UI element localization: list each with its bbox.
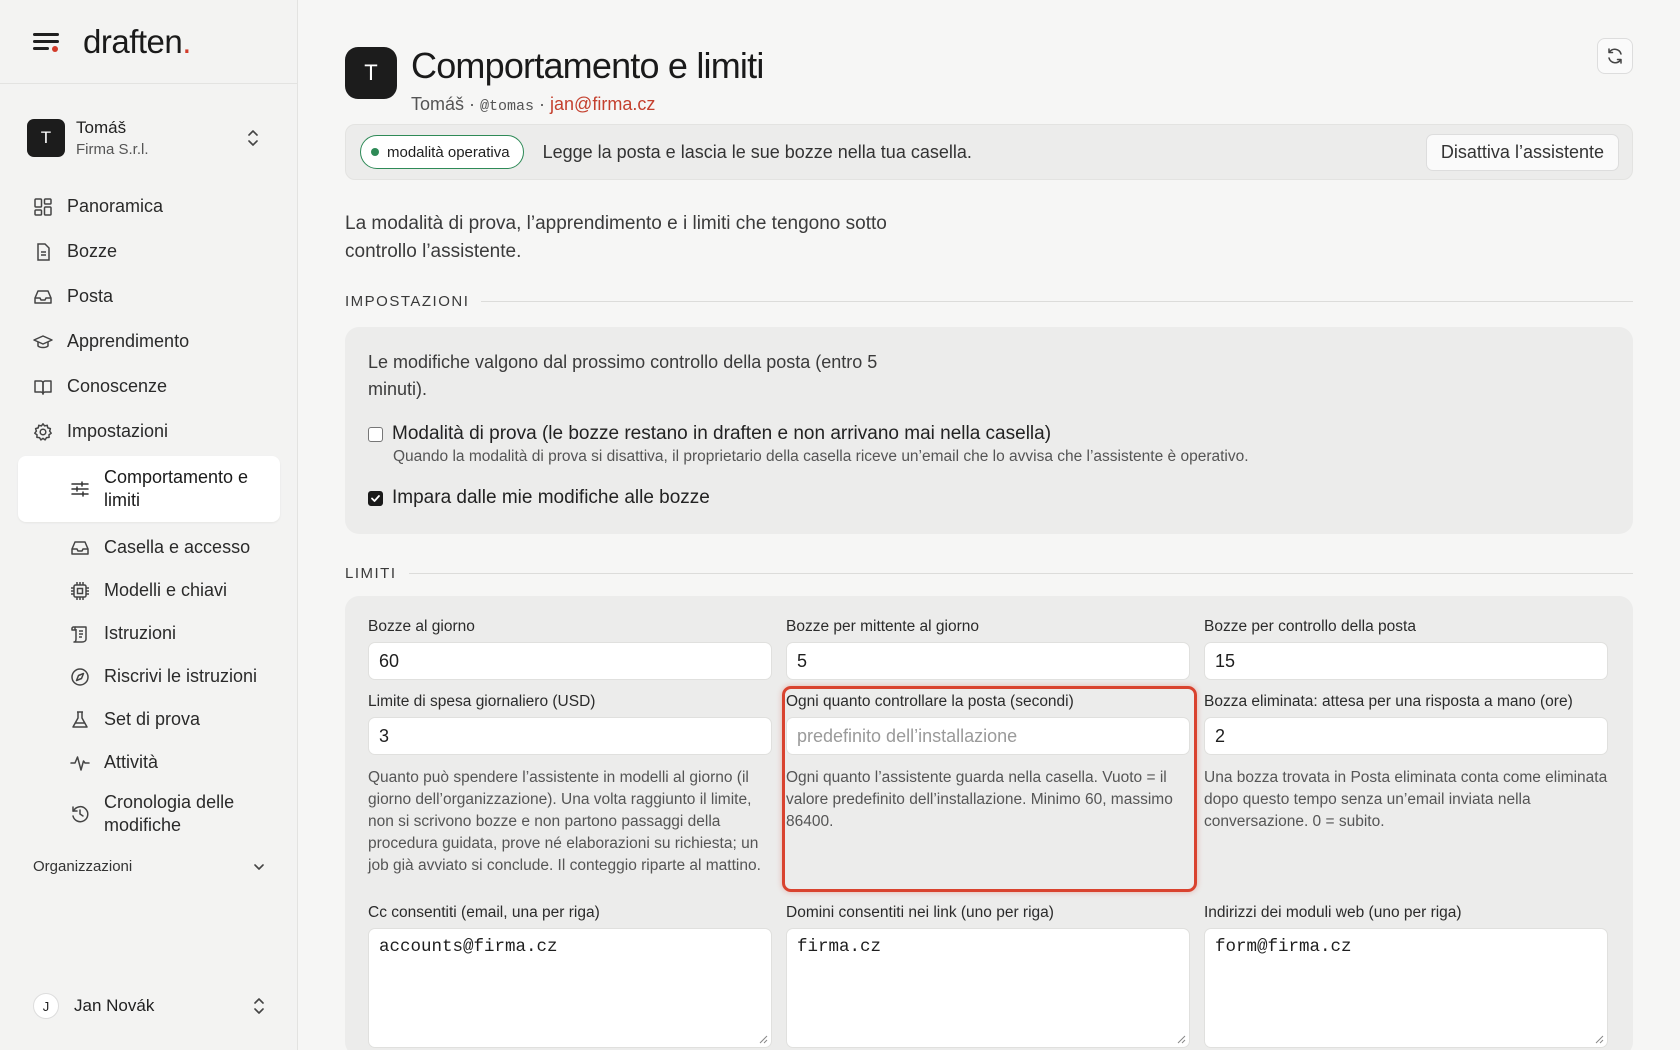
poll-interval-field: Ogni quanto controllare la posta (secondi) predefinito dell’installazione Ogni quanto l’assistente guarda nella casella. Vuoto = il valore predefinito dell’installazione. Minimo 60, massimo 86400. (786, 693, 1190, 833)
page-subtitle: Tomáš · @tomas · jan@firma.cz (411, 94, 656, 115)
allowed-cc-textarea[interactable]: accounts@firma.cz (368, 928, 772, 1048)
drafts-per-day-input[interactable]: 60 (368, 642, 772, 680)
menu-icon[interactable] (33, 32, 59, 52)
nav-item-apprendimento[interactable]: Apprendimento (18, 319, 280, 364)
brand-bar (0, 0, 297, 84)
page-title: Comportamento e limiti (411, 45, 764, 86)
nav-item-panoramica[interactable]: Panoramica (18, 184, 280, 229)
section-label-settings: IMPOSTAZIONI (345, 293, 1633, 310)
account-switcher[interactable] (27, 116, 277, 160)
sidebar-item-riscrivi-istruzioni[interactable]: Riscrivi le istruzioni (18, 655, 280, 698)
allowed-domains-textarea[interactable]: firma.cz (786, 928, 1190, 1048)
drafts-per-sender-field: Bozze per mittente al giorno 5 (786, 618, 1190, 680)
gear-icon (33, 422, 53, 442)
resize-handle-icon[interactable] (1595, 1035, 1604, 1044)
test-mode-checkbox[interactable]: Modalità di prova (le bozze restano in draften e non arrivano mai nella casella) (368, 423, 1051, 445)
scroll-icon (70, 624, 90, 644)
compass-icon (70, 667, 90, 687)
daily-spend-input[interactable]: 3 (368, 717, 772, 755)
activity-icon (70, 753, 90, 773)
user-email[interactable]: jan@firma.cz (550, 94, 656, 114)
chevron-up-down-icon (253, 996, 265, 1016)
sidebar-item-istruzioni[interactable]: Istruzioni (18, 612, 280, 655)
sidebar-item-comportamento-limiti[interactable]: Comportamento e limiti (18, 456, 280, 522)
chip-icon (70, 581, 90, 601)
deactivate-assistant-button[interactable]: Disattiva l’assistente (1426, 134, 1619, 171)
sidebar-item-attivita[interactable]: Attività (18, 741, 280, 784)
drafts-per-day-field: Bozze al giorno 60 (368, 618, 772, 680)
sidebar-item-cronologia-modifiche[interactable]: Cronologia delle modifiche (18, 784, 280, 844)
account-name: Tomáš (76, 118, 127, 137)
checkbox-checked[interactable] (368, 491, 383, 506)
nav-item-bozze[interactable]: Bozze (18, 229, 280, 274)
daily-spend-field: Limite di spesa giornaliero (USD) 3 Quanto può spendere l’assistente in modelli al giorno (il giorno dell’organizzazione). Una volta raggiunto il limite, non si scrivono bozze e non partono passaggi della procedura guidata, prove né elaborazioni su richiesta; un job già avviato si conclude. Il conteggio riparte al mattino. (368, 693, 772, 877)
nav-item-conoscenze[interactable]: Conoscenze (18, 364, 280, 409)
settings-card (345, 327, 1633, 534)
sidebar-item-casella-accesso[interactable]: Casella e accesso (18, 526, 280, 569)
nav-item-impostazioni[interactable]: Impostazioni (18, 409, 280, 454)
user-menu[interactable] (33, 993, 265, 1019)
resize-handle-icon[interactable] (759, 1035, 768, 1044)
chevron-down-icon (253, 861, 265, 873)
poll-interval-input[interactable]: predefinito dell’installazione (786, 717, 1190, 755)
refresh-icon (1606, 47, 1624, 65)
daily-spend-help: Quanto può spendere l’assistente in modelli al giorno (il giorno dell’organizzazione). Una volta raggiunto il limite, non si scrivono bozze e non partono passaggi della procedura guidata, prove né elaborazioni su richiesta; un job già avviato si conclude. Il conteggio riparte al mattino. (368, 769, 761, 874)
sidebar-item-modelli-chiavi[interactable]: Modelli e chiavi (18, 569, 280, 612)
graduation-cap-icon (33, 332, 53, 352)
user-avatar: J (33, 993, 59, 1019)
drafts-per-check-field: Bozze per controllo della posta 15 (1204, 618, 1608, 680)
chevron-up-down-icon (247, 128, 259, 148)
main-nav (18, 184, 280, 844)
limits-card (345, 596, 1633, 1050)
assistant-status-bar (345, 124, 1633, 180)
refresh-button[interactable] (1597, 38, 1633, 74)
page-intro: La modalità di prova, l’apprendimento e i limiti che tengono sotto controllo l’assistente. (345, 213, 887, 262)
inbox-icon (33, 287, 53, 307)
web-forms-textarea[interactable]: form@firma.cz (1204, 928, 1608, 1048)
status-text: Legge la posta e lascia le sue bozze nella tua casella. (542, 141, 972, 162)
book-icon (33, 377, 53, 397)
allowed-domains-field: Domini consentiti nei link (uno per riga) firma.cz (786, 904, 1190, 1048)
status-badge: modalità operativa (360, 135, 524, 169)
poll-interval-help: Ogni quanto l’assistente guarda nella casella. Vuoto = il valore predefinito dell’installazione. Minimo 60, massimo 86400. (786, 769, 1173, 830)
deleted-draft-wait-field: Bozza eliminata: attesa per una risposta a mano (ore) 2 Una bozza trovata in Posta eliminata conta come eliminata dopo questo tempo senza un’email inviata nella conversazione. 0 = subito. (1204, 693, 1608, 833)
sidebar-item-set-di-prova[interactable]: Set di prova (18, 698, 280, 741)
user-name: Jan Novák (74, 996, 155, 1015)
drafts-per-check-input[interactable]: 15 (1204, 642, 1608, 680)
sliders-icon (70, 479, 90, 499)
deleted-draft-wait-input[interactable]: 2 (1204, 717, 1608, 755)
test-mode-hint: Quando la modalità di prova si disattiva, il proprietario della casella riceve un’email che lo avvisa che l’assistente è operativo. (393, 448, 1249, 465)
document-icon (33, 242, 53, 262)
inbox-icon (70, 538, 90, 558)
organizations-toggle[interactable]: Organizzazioni (33, 858, 265, 875)
learn-checkbox[interactable]: Impara dalle mie modifiche alle bozze (368, 487, 710, 509)
web-forms-field: Indirizzi dei moduli web (uno per riga) form@firma.cz (1204, 904, 1608, 1048)
allowed-cc-field: Cc consentiti (email, una per riga) accounts@firma.cz (368, 904, 772, 1048)
account-avatar: T (27, 119, 65, 157)
deleted-draft-wait-help: Una bozza trovata in Posta eliminata conta come eliminata dopo questo tempo senza un’email inviata nella conversazione. 0 = subito. (1204, 769, 1608, 830)
user-handle: @tomas (480, 98, 535, 115)
check-icon (370, 493, 381, 504)
page-header (345, 44, 764, 115)
sidebar (0, 0, 298, 1050)
settings-note: Le modifiche valgono dal prossimo controllo della posta (entro 5 minuti). (368, 352, 878, 399)
dashboard-icon (33, 197, 53, 217)
history-icon (70, 804, 90, 824)
nav-item-posta[interactable]: Posta (18, 274, 280, 319)
flask-icon (70, 710, 90, 730)
drafts-per-sender-input[interactable]: 5 (786, 642, 1190, 680)
logo[interactable]: draften. (83, 22, 191, 60)
section-label-limits: LIMITI (345, 565, 1633, 582)
account-org: Firma S.r.l. (76, 141, 149, 158)
checkbox-unchecked[interactable] (368, 427, 383, 442)
header-avatar: T (345, 47, 397, 99)
resize-handle-icon[interactable] (1177, 1035, 1186, 1044)
